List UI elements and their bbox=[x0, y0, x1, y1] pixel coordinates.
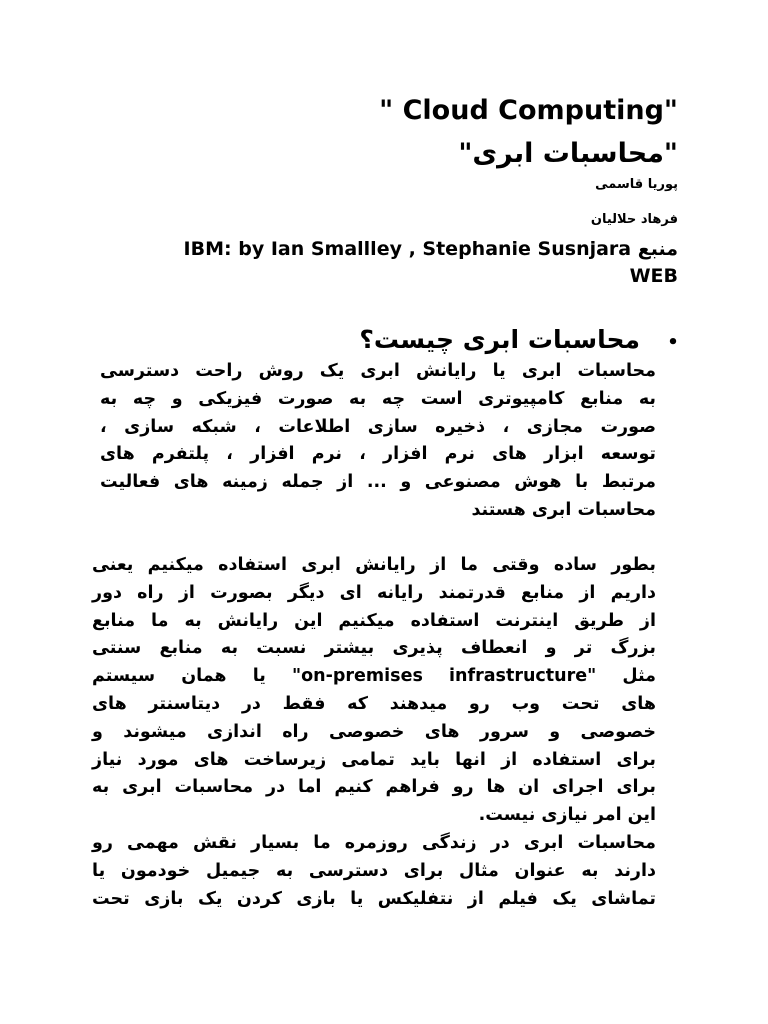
source-line: WEB bbox=[629, 265, 678, 287]
paragraph-line: محاسبات ابری در زندگی روزمره ما بسیار نقش مهمی رو bbox=[92, 832, 656, 853]
paragraph-2 bbox=[92, 552, 656, 913]
author-name: فرهاد حلالیان bbox=[590, 212, 678, 227]
title-english: " Cloud Computing" bbox=[379, 95, 678, 126]
bullet-icon: • bbox=[667, 332, 679, 353]
section-heading-text: محاسبات ابری چیست؟ bbox=[359, 325, 640, 354]
paragraph-line: بزرگ تر و انعطاف پذیری بیشتر نسبت به منابع سنتی bbox=[92, 638, 656, 659]
source-citation bbox=[100, 236, 678, 290]
paragraph-line: بطور ساده وقتی ما از رایانش ابری استفاده میکنیم یعنی bbox=[92, 555, 656, 575]
section-heading bbox=[90, 322, 688, 361]
paragraph-line: محاسبات ابری یا رایانش ابری یک روش راحت دسترسی bbox=[100, 361, 656, 381]
paragraph-line: توسعه ابزار های نرم افزار ، نرم افزار ، پلتفرم های bbox=[100, 444, 656, 465]
paragraph-line: محاسبات ابری هستند bbox=[471, 499, 656, 520]
paragraph-line: های تحت وب رو میدهند که فقط در دیتاسنتر های bbox=[92, 693, 656, 714]
paragraph-line: برای اجرای ان ها رو فراهم کنیم اما در محاسبات ابری به bbox=[92, 777, 656, 798]
paragraph-line: مرتبط با هوش مصنوعی و ... از جمله زمینه های فعالیت bbox=[100, 472, 656, 493]
title-persian: "محاسبات ابری" bbox=[458, 138, 678, 169]
paragraph-line: این امر نیازی نیست. bbox=[478, 805, 656, 826]
paragraph-line: به منابع کامپیوتری است چه به صورت فیزیکی و چه به bbox=[100, 388, 656, 409]
paragraph-line: تماشای یک فیلم از نتفلیکس یا بازی کردن یک بازی تحت bbox=[92, 888, 656, 909]
paragraph-line: برای استفاده از انها باید تمامی زیرساخت های مورد نیاز bbox=[92, 749, 656, 770]
paragraph-line: دارند به عنوان مثال برای دسترسی به جیمیل خودمون یا bbox=[92, 860, 656, 881]
paragraph-line: داریم از منابع قدرتمند رایانه ای دیگر بصورت از راه دور bbox=[92, 582, 656, 603]
paragraph-line: از طریق اینترنت استفاده میکنیم این رایانش به ما منابع bbox=[92, 610, 656, 631]
paragraph-line: صورت مجازی ، ذخیره سازی اطلاعات ، شبکه سازی ، bbox=[100, 416, 656, 437]
author-name: پوریا قاسمی bbox=[595, 177, 678, 192]
paragraph-line: خصوصی و سرور های خصوصی راه اندازی میشوند و bbox=[92, 721, 656, 742]
paragraph-line: مثل "on-premises infrastructure" یا همان سیستم bbox=[92, 666, 656, 687]
paragraph-1 bbox=[100, 358, 656, 525]
source-line: منبع IBM: by Ian Smallley , Stephanie Susnjara bbox=[183, 238, 678, 260]
